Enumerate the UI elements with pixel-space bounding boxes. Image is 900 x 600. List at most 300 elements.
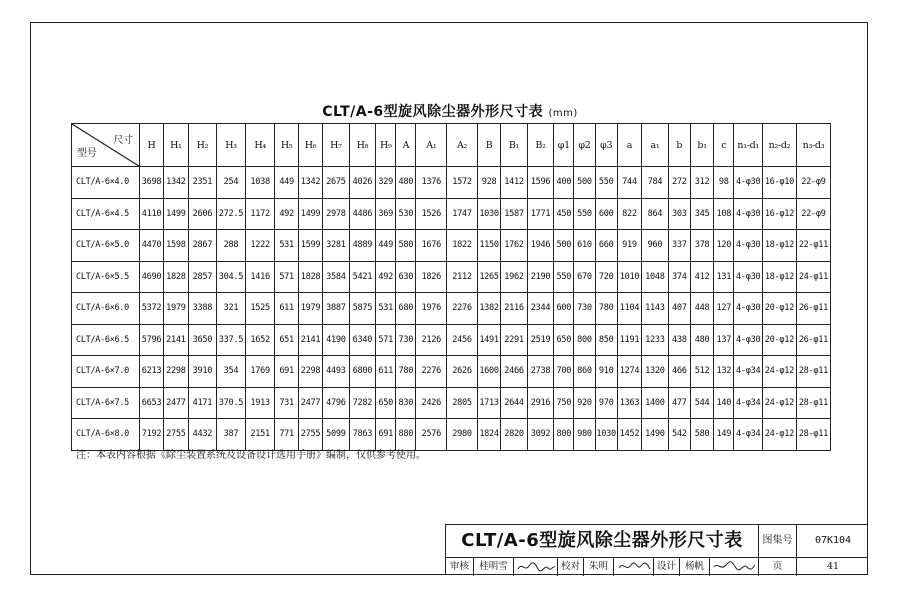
value-cell: 450 (554, 198, 574, 230)
value-cell: 492 (376, 261, 396, 293)
value-cell: 2755 (298, 419, 322, 451)
column-header: H₃ (217, 124, 246, 167)
table-corner-cell (72, 124, 140, 167)
value-cell: 16-φ12 (762, 198, 796, 230)
value-cell: 660 (595, 230, 617, 262)
value-cell: 2576 (416, 419, 447, 451)
value-cell: 650 (554, 324, 574, 356)
value-cell: 345 (690, 198, 713, 230)
value-cell: 22-φ9 (796, 198, 830, 230)
value-cell: 731 (275, 387, 298, 419)
column-header: A₂ (447, 124, 478, 167)
value-cell: 3887 (323, 293, 350, 325)
value-cell: 1713 (477, 387, 500, 419)
value-cell: 369 (376, 198, 396, 230)
value-cell: 1490 (642, 419, 669, 451)
value-cell: 1499 (298, 198, 322, 230)
value-cell: 2477 (298, 387, 322, 419)
value-cell: 28-φ11 (796, 387, 830, 419)
atlas-number: 07K104 (814, 535, 852, 546)
column-header: c (714, 124, 734, 167)
value-cell: 1030 (595, 419, 617, 451)
value-cell: 544 (690, 387, 713, 419)
value-cell: 1416 (245, 261, 275, 293)
value-cell: 1499 (164, 198, 188, 230)
value-cell: 1769 (245, 356, 275, 388)
value-cell: 3388 (188, 293, 217, 325)
value-cell: 400 (554, 167, 574, 199)
value-cell: 7863 (349, 419, 376, 451)
value-cell: 1962 (501, 261, 528, 293)
value-cell: 550 (574, 198, 595, 230)
value-cell: 24-φ12 (762, 356, 796, 388)
value-cell: 1038 (245, 167, 275, 199)
column-header: b (668, 124, 690, 167)
value-cell: 670 (574, 261, 595, 293)
signature-mark (616, 560, 652, 573)
column-header: n₁-d₁ (734, 124, 763, 167)
value-cell: 354 (217, 356, 246, 388)
value-cell: 1363 (617, 387, 641, 419)
value-cell: 2820 (501, 419, 528, 451)
value-cell: 7192 (139, 419, 163, 451)
title-block (445, 524, 868, 575)
value-cell: 1150 (477, 230, 500, 262)
column-header: B₂ (527, 124, 554, 167)
value-cell: 2755 (164, 419, 188, 451)
value-cell: 780 (595, 293, 617, 325)
model-cell: CLT/A-6×5.5 (72, 261, 140, 293)
value-cell: 800 (574, 324, 595, 356)
value-cell: 2344 (527, 293, 554, 325)
value-cell: 6340 (349, 324, 376, 356)
value-cell: 1526 (416, 198, 447, 230)
column-header: A (396, 124, 416, 167)
value-cell: 1342 (298, 167, 322, 199)
value-cell: 800 (554, 419, 574, 451)
column-header: H (139, 124, 163, 167)
column-header: B₁ (501, 124, 528, 167)
value-cell: 651 (275, 324, 298, 356)
value-cell: 542 (668, 419, 690, 451)
table-unit: (mm) (548, 108, 578, 119)
column-header: H₂ (188, 124, 217, 167)
check-label: 校对 (558, 557, 584, 576)
value-cell: 928 (477, 167, 500, 199)
value-cell: 1979 (298, 293, 322, 325)
value-cell: 1828 (298, 261, 322, 293)
value-cell: 1233 (642, 324, 669, 356)
value-cell: 120 (714, 230, 734, 262)
value-cell: 480 (690, 324, 713, 356)
value-cell: 137 (714, 324, 734, 356)
value-cell: 1452 (617, 419, 641, 451)
model-cell: CLT/A-6×4.0 (72, 167, 140, 199)
value-cell: 1596 (527, 167, 554, 199)
table-row (72, 356, 831, 388)
value-cell: 1400 (642, 387, 669, 419)
value-cell: 6653 (139, 387, 163, 419)
value-cell: 550 (554, 261, 574, 293)
value-cell: 1824 (477, 419, 500, 451)
value-cell: 412 (690, 261, 713, 293)
value-cell: 1676 (416, 230, 447, 262)
value-cell: 610 (574, 230, 595, 262)
value-cell: 530 (396, 198, 416, 230)
value-cell: 571 (376, 324, 396, 356)
value-cell: 370.5 (217, 387, 246, 419)
value-cell: 822 (617, 198, 641, 230)
value-cell: 2738 (527, 356, 554, 388)
value-cell: 7282 (349, 387, 376, 419)
value-cell: 2916 (527, 387, 554, 419)
value-cell: 750 (554, 387, 574, 419)
value-cell: 4-φ30 (734, 198, 763, 230)
page-label: 页 (759, 557, 797, 576)
value-cell: 720 (595, 261, 617, 293)
value-cell: 2980 (447, 419, 478, 451)
value-cell: 2477 (164, 387, 188, 419)
value-cell: 550 (595, 167, 617, 199)
value-cell: 4190 (323, 324, 350, 356)
column-header: φ3 (595, 124, 617, 167)
value-cell: 2675 (323, 167, 350, 199)
value-cell: 920 (574, 387, 595, 419)
value-cell: 127 (714, 293, 734, 325)
review-label: 审核 (446, 557, 474, 576)
title-block-main-title: CLT/A-6型旋风除尘器外形尺寸表 (446, 525, 759, 557)
value-cell: 2805 (447, 387, 478, 419)
atlas-number-label: 图集号 (759, 525, 797, 557)
signature-mark (516, 560, 556, 573)
value-cell: 2141 (164, 324, 188, 356)
value-cell: 600 (595, 198, 617, 230)
value-cell: 4690 (139, 261, 163, 293)
value-cell: 3698 (139, 167, 163, 199)
value-cell: 2298 (298, 356, 322, 388)
value-cell: 1600 (477, 356, 500, 388)
value-cell: 4-φ30 (734, 167, 763, 199)
value-cell: 691 (275, 356, 298, 388)
value-cell: 691 (376, 419, 396, 451)
reviewer-name: 桂明雪 (474, 557, 514, 576)
model-cell: CLT/A-6×4.5 (72, 198, 140, 230)
value-cell: 2298 (164, 356, 188, 388)
page-number: 41 (826, 561, 840, 572)
value-cell: 1030 (477, 198, 500, 230)
value-cell: 1191 (617, 324, 641, 356)
value-cell: 272.5 (217, 198, 246, 230)
value-cell: 744 (617, 167, 641, 199)
value-cell: 730 (396, 324, 416, 356)
value-cell: 1771 (527, 198, 554, 230)
value-cell: 24-φ12 (762, 387, 796, 419)
value-cell: 438 (668, 324, 690, 356)
value-cell: 4-φ30 (734, 293, 763, 325)
column-header: n₂-d₂ (762, 124, 796, 167)
value-cell: 108 (714, 198, 734, 230)
value-cell: 22-φ11 (796, 230, 830, 262)
value-cell: 880 (396, 419, 416, 451)
column-header: H₈ (349, 124, 376, 167)
value-cell: 2116 (501, 293, 528, 325)
value-cell: 1828 (164, 261, 188, 293)
value-cell: 970 (595, 387, 617, 419)
value-cell: 531 (376, 293, 396, 325)
value-cell: 1747 (447, 198, 478, 230)
reviewer-signature (514, 557, 558, 576)
value-cell: 1652 (245, 324, 275, 356)
value-cell: 4432 (188, 419, 217, 451)
value-cell: 980 (574, 419, 595, 451)
value-cell: 700 (554, 356, 574, 388)
value-cell: 4796 (323, 387, 350, 419)
value-cell: 22-φ9 (796, 167, 830, 199)
value-cell: 1598 (164, 230, 188, 262)
value-cell: 4-φ30 (734, 324, 763, 356)
value-cell: 2519 (527, 324, 554, 356)
value-cell: 2626 (447, 356, 478, 388)
value-cell: 1587 (501, 198, 528, 230)
value-cell: 140 (714, 387, 734, 419)
value-cell: 329 (376, 167, 396, 199)
column-header: a (617, 124, 641, 167)
value-cell: 20-φ12 (762, 293, 796, 325)
value-cell: 1412 (501, 167, 528, 199)
value-cell: 5796 (139, 324, 163, 356)
value-cell: 4-φ30 (734, 261, 763, 293)
value-cell: 6213 (139, 356, 163, 388)
value-cell: 5421 (349, 261, 376, 293)
table-title (0, 101, 900, 121)
value-cell: 2126 (416, 324, 447, 356)
value-cell: 4-φ34 (734, 356, 763, 388)
value-cell: 4026 (349, 167, 376, 199)
value-cell: 98 (714, 167, 734, 199)
value-cell: 960 (642, 230, 669, 262)
value-cell: 28-φ11 (796, 356, 830, 388)
value-cell: 1376 (416, 167, 447, 199)
value-cell: 2190 (527, 261, 554, 293)
value-cell: 2151 (245, 419, 275, 451)
value-cell: 2276 (416, 356, 447, 388)
table-row (72, 261, 831, 293)
value-cell: 448 (690, 293, 713, 325)
value-cell: 860 (574, 356, 595, 388)
value-cell: 2456 (447, 324, 478, 356)
value-cell: 500 (554, 230, 574, 262)
table-note: 注：本表内容根据《除尘装置系统及设备设计选用手册》编制，仅供参考使用。 (76, 450, 426, 461)
value-cell: 3650 (188, 324, 217, 356)
value-cell: 449 (275, 167, 298, 199)
value-cell: 910 (595, 356, 617, 388)
value-cell: 18-φ12 (762, 261, 796, 293)
value-cell: 4110 (139, 198, 163, 230)
corner-label-model: 型号 (77, 148, 97, 159)
value-cell: 1599 (298, 230, 322, 262)
value-cell: 312 (690, 167, 713, 199)
value-cell: 571 (275, 261, 298, 293)
value-cell: 5875 (349, 293, 376, 325)
value-cell: 1265 (477, 261, 500, 293)
value-cell: 919 (617, 230, 641, 262)
value-cell: 830 (396, 387, 416, 419)
value-cell: 5099 (323, 419, 350, 451)
value-cell: 131 (714, 261, 734, 293)
value-cell: 16-φ10 (762, 167, 796, 199)
value-cell: 26-φ11 (796, 324, 830, 356)
value-cell: 531 (275, 230, 298, 262)
value-cell: 5372 (139, 293, 163, 325)
value-cell: 149 (714, 419, 734, 451)
value-cell: 1491 (477, 324, 500, 356)
column-header: H₆ (298, 124, 322, 167)
value-cell: 784 (642, 167, 669, 199)
table-row (72, 387, 831, 419)
value-cell: 4486 (349, 198, 376, 230)
column-header: A₁ (416, 124, 447, 167)
value-cell: 28-φ11 (796, 419, 830, 451)
value-cell: 730 (574, 293, 595, 325)
value-cell: 1976 (416, 293, 447, 325)
value-cell: 492 (275, 198, 298, 230)
column-header: φ1 (554, 124, 574, 167)
value-cell: 1342 (164, 167, 188, 199)
checker-name: 朱明 (584, 557, 614, 576)
value-cell: 480 (396, 167, 416, 199)
table-row (72, 198, 831, 230)
value-cell: 500 (574, 167, 595, 199)
table-row (72, 324, 831, 356)
value-cell: 4-φ34 (734, 419, 763, 451)
value-cell: 2644 (501, 387, 528, 419)
model-cell: CLT/A-6×5.0 (72, 230, 140, 262)
value-cell: 477 (668, 387, 690, 419)
design-label: 设计 (654, 557, 680, 576)
value-cell: 337.5 (217, 324, 246, 356)
value-cell: 254 (217, 167, 246, 199)
table-row (72, 293, 831, 325)
value-cell: 449 (376, 230, 396, 262)
value-cell: 3281 (323, 230, 350, 262)
value-cell: 378 (690, 230, 713, 262)
value-cell: 2606 (188, 198, 217, 230)
column-header: n₃-d₃ (796, 124, 830, 167)
model-cell: CLT/A-6×8.0 (72, 419, 140, 451)
value-cell: 1320 (642, 356, 669, 388)
value-cell: 580 (396, 230, 416, 262)
value-cell: 512 (690, 356, 713, 388)
value-cell: 1104 (617, 293, 641, 325)
value-cell: 24-φ12 (762, 419, 796, 451)
value-cell: 2867 (188, 230, 217, 262)
value-cell: 850 (595, 324, 617, 356)
column-header: B (477, 124, 500, 167)
value-cell: 864 (642, 198, 669, 230)
value-cell: 20-φ12 (762, 324, 796, 356)
value-cell: 337 (668, 230, 690, 262)
column-header: φ2 (574, 124, 595, 167)
value-cell: 4889 (349, 230, 376, 262)
value-cell: 1274 (617, 356, 641, 388)
model-cell: CLT/A-6×7.5 (72, 387, 140, 419)
value-cell: 466 (668, 356, 690, 388)
value-cell: 771 (275, 419, 298, 451)
value-cell: 2426 (416, 387, 447, 419)
value-cell: 2466 (501, 356, 528, 388)
column-header: a₁ (642, 124, 669, 167)
model-cell: CLT/A-6×6.0 (72, 293, 140, 325)
value-cell: 1048 (642, 261, 669, 293)
value-cell: 1572 (447, 167, 478, 199)
value-cell: 4470 (139, 230, 163, 262)
value-cell: 18-φ12 (762, 230, 796, 262)
designer-signature (710, 557, 759, 576)
value-cell: 680 (396, 293, 416, 325)
value-cell: 611 (376, 356, 396, 388)
corner-label-dimension: 尺寸 (113, 135, 133, 146)
table-row (72, 230, 831, 262)
value-cell: 611 (275, 293, 298, 325)
value-cell: 4-φ34 (734, 387, 763, 419)
value-cell: 3910 (188, 356, 217, 388)
value-cell: 580 (690, 419, 713, 451)
value-cell: 2351 (188, 167, 217, 199)
model-cell: CLT/A-6×6.5 (72, 324, 140, 356)
checker-signature (614, 557, 654, 576)
value-cell: 650 (376, 387, 396, 419)
designer-name: 杨帆 (680, 557, 710, 576)
value-cell: 1525 (245, 293, 275, 325)
value-cell: 2857 (188, 261, 217, 293)
value-cell: 26-φ11 (796, 293, 830, 325)
column-header: H₇ (323, 124, 350, 167)
value-cell: 288 (217, 230, 246, 262)
value-cell: 2291 (501, 324, 528, 356)
value-cell: 1979 (164, 293, 188, 325)
value-cell: 630 (396, 261, 416, 293)
value-cell: 780 (396, 356, 416, 388)
dimensions-table (71, 123, 831, 451)
value-cell: 1913 (245, 387, 275, 419)
value-cell: 304.5 (217, 261, 246, 293)
value-cell: 303 (668, 198, 690, 230)
table-row (72, 167, 831, 199)
value-cell: 387 (217, 419, 246, 451)
value-cell: 321 (217, 293, 246, 325)
value-cell: 132 (714, 356, 734, 388)
value-cell: 600 (554, 293, 574, 325)
column-header: b₁ (690, 124, 713, 167)
value-cell: 24-φ11 (796, 261, 830, 293)
value-cell: 4-φ30 (734, 230, 763, 262)
value-cell: 3584 (323, 261, 350, 293)
value-cell: 272 (668, 167, 690, 199)
value-cell: 1946 (527, 230, 554, 262)
value-cell: 1143 (642, 293, 669, 325)
table-title-text: CLT/A-6型旋风除尘器外形尺寸表 (322, 104, 544, 120)
value-cell: 2141 (298, 324, 322, 356)
column-header: H₄ (245, 124, 275, 167)
value-cell: 1762 (501, 230, 528, 262)
value-cell: 4171 (188, 387, 217, 419)
value-cell: 1826 (416, 261, 447, 293)
value-cell: 1822 (447, 230, 478, 262)
table-header-row (72, 124, 831, 167)
value-cell: 1172 (245, 198, 275, 230)
column-header: H₁ (164, 124, 188, 167)
value-cell: 2112 (447, 261, 478, 293)
